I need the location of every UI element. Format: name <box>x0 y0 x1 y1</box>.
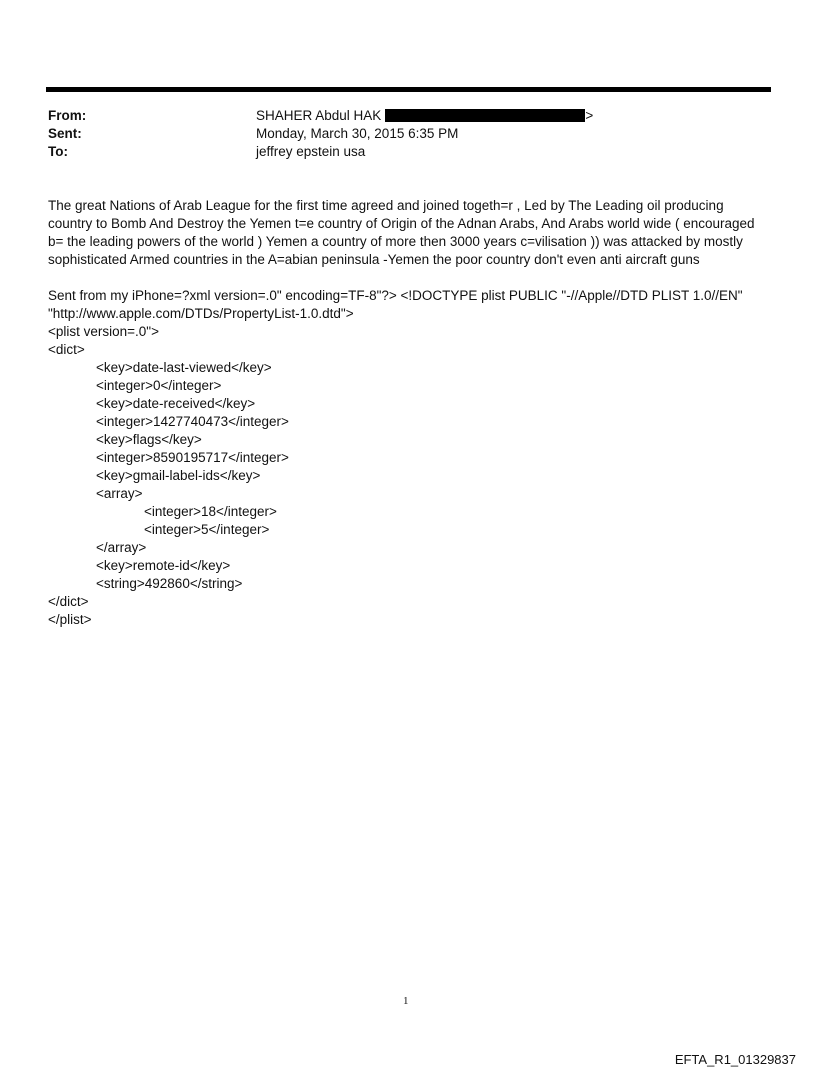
plist-line: </plist> <box>48 612 92 627</box>
plist-line: <plist version=.0"> <box>48 324 159 339</box>
from-name: SHAHER Abdul HAK <box>256 108 382 123</box>
redaction-bar <box>385 109 585 122</box>
paragraph-line: country to Bomb And Destroy the Yemen t=e country of Origin of the Adnan Arabs, And Arabs world wide ( encouraged <box>48 216 755 231</box>
paragraph-line: b= the leading powers of the world ) Yemen a country of more then 3000 years c=vilisation )) was attacked by mostly <box>48 234 743 249</box>
plist-line: <dict> <box>48 342 85 357</box>
plist-line: <integer>18</integer> <box>144 504 277 519</box>
plist-line: "http://www.apple.com/DTDs/PropertyList-1.0.dtd"> <box>48 306 354 321</box>
sent-value: Monday, March 30, 2015 6:35 PM <box>256 126 459 141</box>
plist-line: <integer>0</integer> <box>96 378 222 393</box>
paragraph-line: The great Nations of Arab League for the first time agreed and joined togeth=r , Led by The Leading oil producing <box>48 198 724 213</box>
to-label: To: <box>48 144 68 159</box>
plist-line: <key>date-last-viewed</key> <box>96 360 272 375</box>
plist-line: <integer>8590195717</integer> <box>96 450 289 465</box>
paragraph-line: sophisticated Armed countries in the A=abian peninsula -Yemen the poor country don't even anti aircraft guns <box>48 252 700 267</box>
plist-line: <key>flags</key> <box>96 432 202 447</box>
plist-line: </dict> <box>48 594 89 609</box>
plist-block <box>48 287 773 629</box>
from-tail: > <box>585 108 594 123</box>
plist-line: </array> <box>96 540 147 555</box>
plist-line: <integer>5</integer> <box>144 522 270 537</box>
document-id: EFTA_R1_01329837 <box>674 1052 796 1067</box>
from-label: From: <box>48 108 87 123</box>
from-value <box>256 107 593 125</box>
plist-line: Sent from my iPhone=?xml version=.0" encoding=TF-8"?> <!DOCTYPE plist PUBLIC "-//Apple//DTD PLIST 1.0//EN" <box>48 288 743 303</box>
plist-line: <integer>1427740473</integer> <box>96 414 289 429</box>
plist-line: <key>gmail-label-ids</key> <box>96 468 261 483</box>
plist-line: <key>remote-id</key> <box>96 558 231 573</box>
sent-label: Sent: <box>48 126 82 141</box>
plist-line: <array> <box>96 486 143 501</box>
plist-line: <string>492860</string> <box>96 576 243 591</box>
plist-line: <key>date-received</key> <box>96 396 256 411</box>
header-divider <box>46 87 771 92</box>
page-number: 1 <box>403 995 409 1007</box>
to-value: jeffrey epstein usa <box>256 144 366 159</box>
message-paragraph <box>48 197 773 269</box>
